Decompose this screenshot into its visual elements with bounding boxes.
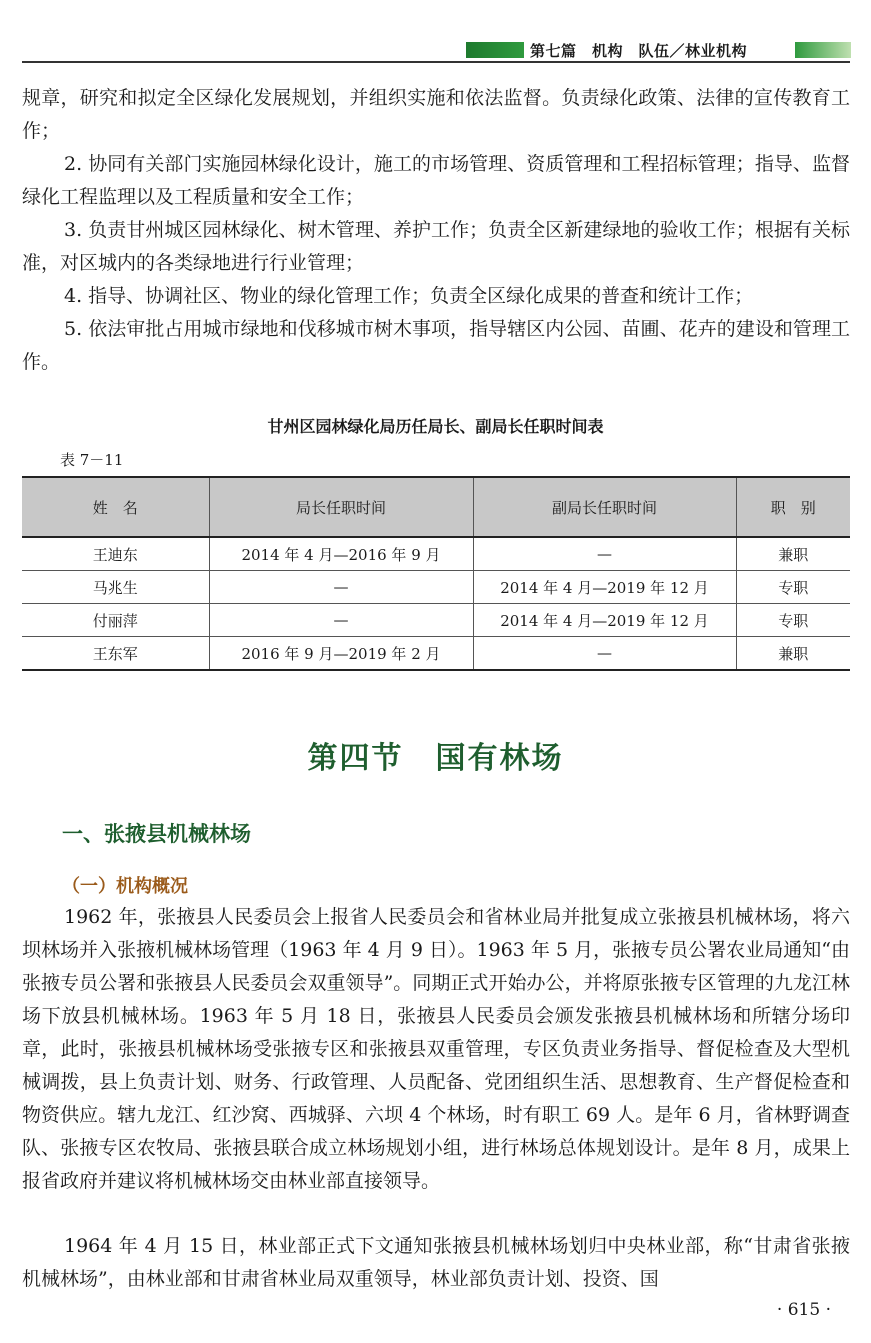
page-number: · 615 ·: [776, 1300, 831, 1320]
table-row: [22, 604, 850, 637]
header-decor-bar-right: [795, 42, 851, 58]
page-header: [0, 0, 871, 64]
column-header-director-tenure: 局长任职时间: [209, 477, 473, 537]
paragraph-continued: 规章，研究和拟定全区绿化发展规划，并组织实施和依法监督。负责绿化政策、法律的宣传教育工作；: [22, 87, 850, 142]
cell-position-type: 兼职: [736, 537, 850, 571]
cell-deputy-tenure: 2014 年 4 月—2019 年 12 月: [473, 571, 736, 604]
section-heading: 第四节 国有林场: [307, 741, 564, 776]
table-row: [22, 637, 850, 671]
cell-name: 王东军: [22, 637, 209, 671]
cell-deputy-tenure: —: [473, 537, 736, 571]
cell-director-tenure: 2016 年 9 月—2019 年 2 月: [209, 637, 473, 671]
paragraph-history-1962: 1962 年，张掖县人民委员会上报省人民委员会和省林业局并批复成立张掖县机械林场，将六坝林场并入张掖机械林场管理（1963 年 4 月 9 日）。1963 年 5 月，张掖专员公署农业局通知“由张掖专员公署和张掖县人民委员会双重领导”。同期正式开始办公，并将原张掖专区管理的九龙江林场下放县机械林场。1963 年 5 月 18 日，张掖县人民委员会颁发张掖县机械林场和所辖分场印章，此时，张掖县机械林场受张掖专区和张掖县双重管理，专区负责业务指导、督促检查及大型机械调拨，县上负责计划、财务、行政管理、人员配备、党团组织生活、思想教育、生产督促检查和物资供应。辖九龙江、红沙窝、西城驿、六坝 4 个林场，时有职工 69 人。是年 6 月，省林野调查队、张掖专区农牧局、张掖县联合成立林场规划小组，进行林场总体规划设计。是年 8 月，成果上报省政府并建议将机械林场交由林业部直接领导。: [22, 906, 850, 1192]
table-label: 表 7－11: [60, 451, 124, 469]
header-decor-bar-left: [466, 42, 524, 58]
subsection-heading: 一、张掖县机械林场: [62, 822, 251, 846]
cell-deputy-tenure: 2014 年 4 月—2019 年 12 月: [473, 604, 736, 637]
paragraph-item-2: 2. 协同有关部门实施园林绿化设计，施工的市场管理、资质管理和工程招标管理；指导、监督绿化工程监理以及工程质量和安全工作；: [22, 153, 850, 208]
column-header-deputy-tenure: 副局长任职时间: [473, 477, 736, 537]
cell-position-type: 专职: [736, 604, 850, 637]
column-header-name: 姓 名: [22, 477, 209, 537]
cell-position-type: 专职: [736, 571, 850, 604]
cell-name: 王迪东: [22, 537, 209, 571]
tenure-table: [22, 476, 850, 671]
cell-deputy-tenure: —: [473, 637, 736, 671]
cell-director-tenure: —: [209, 571, 473, 604]
cell-position-type: 兼职: [736, 637, 850, 671]
paragraph-history-1964: 1964 年 4 月 15 日，林业部正式下文通知张掖县机械林场划归中央林业部，称“甘肃省张掖机械林场”，由林业部和甘肃省林业局双重领导，林业部负责计划、投资、国: [22, 1235, 850, 1290]
cell-director-tenure: —: [209, 604, 473, 637]
paragraph-item-3: 3. 负责甘州城区园林绿化、树木管理、养护工作；负责全区新建绿地的验收工作；根据有关标准，对区城内的各类绿地进行行业管理；: [22, 219, 850, 274]
table-row: [22, 571, 850, 604]
table-header-row: [22, 477, 850, 537]
cell-name: 付丽萍: [22, 604, 209, 637]
paragraph-item-5: 5. 依法审批占用城市绿地和伐移城市树木事项，指导辖区内公园、苗圃、花卉的建设和管理工作。: [22, 318, 850, 373]
header-rule: [22, 61, 850, 63]
table-row: [22, 537, 850, 571]
column-header-position-type: 职 别: [736, 477, 850, 537]
cell-director-tenure: 2014 年 4 月—2016 年 9 月: [209, 537, 473, 571]
running-header-title: 第七篇 机构 队伍／林业机构: [530, 42, 748, 60]
paragraph-item-4: 4. 指导、协调社区、物业的绿化管理工作；负责全区绿化成果的普查和统计工作；: [64, 285, 754, 307]
cell-name: 马兆生: [22, 571, 209, 604]
table-title: 甘州区园林绿化局历任局长、副局长任职时间表: [267, 417, 604, 436]
subsubsection-heading: （一）机构概况: [62, 876, 188, 897]
